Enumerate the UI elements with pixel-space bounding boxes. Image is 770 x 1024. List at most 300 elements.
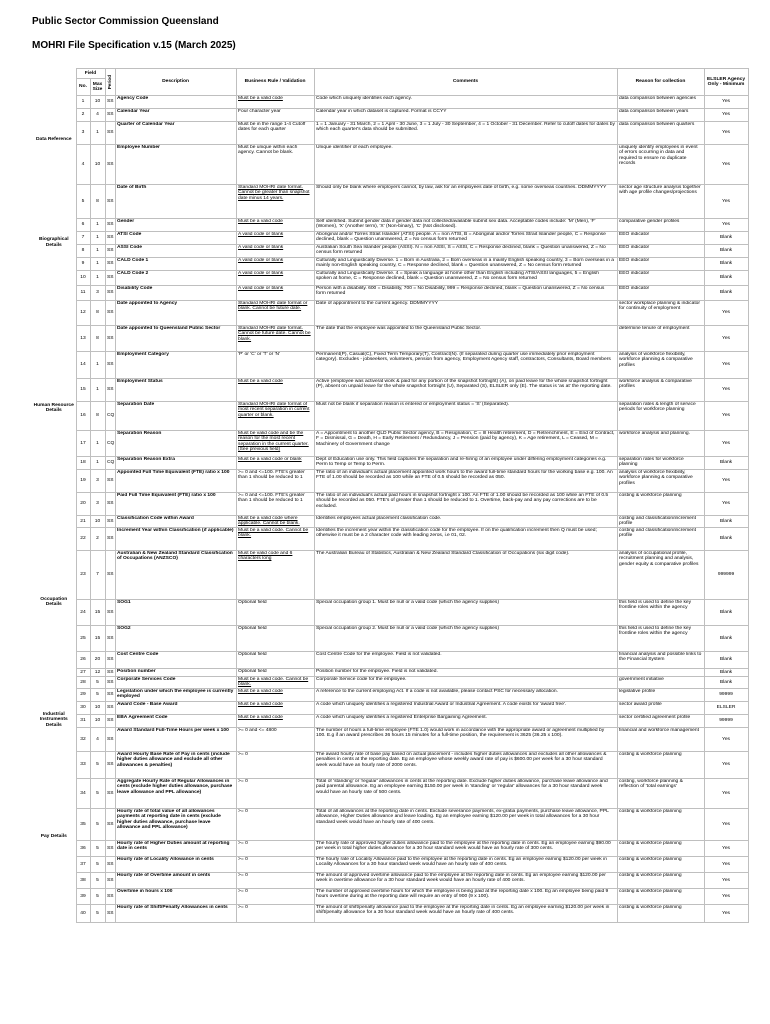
field-description: Hourly rate of Shift/Penalty Allowances in cents xyxy=(115,904,236,922)
field-business-rule: >= 0 xyxy=(236,856,314,872)
field-period: SS xyxy=(105,714,115,727)
field-period: SS xyxy=(105,516,115,528)
field-comments: The number of hours a full-time employee (FTE 1.0) would work in accordance with the appropriate award or agreement multiplied by 100. E.g if an award prescribes 36 hours 15 minutes for a full-time position, the requirement is 3625 (36.25 x 100). xyxy=(314,727,617,751)
table-row xyxy=(32,470,748,493)
field-period: SS xyxy=(105,808,115,840)
field-reason: EEO indicator xyxy=(617,271,704,286)
page-subtitle: MOHRI File Specification v.15 (March 2025) xyxy=(32,40,236,51)
field-business-rule: >= 0 and <=100. FTE's greater than 1 should be reduced to 1 xyxy=(236,470,314,493)
field-business-rule: Must be in the range 1-4 Cutoff dates for each quarter xyxy=(236,122,314,145)
field-number: 7 xyxy=(76,232,90,245)
field-reason: analysis of occupational profile, recruitment planning and analysis, gender equity & comparative profiles xyxy=(617,551,704,600)
field-business-rule: >= 0 xyxy=(236,888,314,904)
field-max-size: 10 xyxy=(90,145,105,185)
field-elsler: Yes xyxy=(704,219,748,232)
field-period: SS xyxy=(105,856,115,872)
field-reason: sector workplace planning & indicator for continuity of employment xyxy=(617,301,704,326)
field-max-size: 5 xyxy=(90,904,105,922)
field-description: Position number xyxy=(115,669,236,677)
field-description: Hourly rate of Higher Duties amount at reporting date in cents xyxy=(115,840,236,856)
field-description: Date of Birth xyxy=(115,185,236,219)
field-number: 40 xyxy=(76,904,90,922)
field-business-rule: Standard MOHRI date format of most recent separation in current quarter or blank. xyxy=(236,402,314,431)
table-row xyxy=(32,626,748,652)
field-description: Award Standard Full-Time Hours per week x 100 xyxy=(115,727,236,751)
field-number: 32 xyxy=(76,727,90,751)
field-period: SS xyxy=(105,751,115,778)
field-max-size: 5 xyxy=(90,888,105,904)
field-elsler: Yes xyxy=(704,888,748,904)
field-description: Legislation under which the employee is currently employed xyxy=(115,688,236,701)
field-business-rule: >= 0 and <=100. FTE's greater than 1 should be reduced to 1 xyxy=(236,493,314,516)
field-description: ASSI Code xyxy=(115,245,236,258)
field-business-rule: Standard MOHRI date format. Cannot be future date. Cannot be blank. xyxy=(236,326,314,352)
field-comments: Date of appointment to the current agency. DDMMYYYY xyxy=(314,301,617,326)
field-description: Agency Code xyxy=(115,96,236,109)
field-period: SS xyxy=(105,688,115,701)
field-reason: comparative gender profiles xyxy=(617,219,704,232)
field-comments: Must not be blank if separation reason is entered or employment status = 'S' (Separated). xyxy=(314,402,617,431)
field-description: Separation Reason Extra xyxy=(115,457,236,470)
field-comments: The number of approved overtime hours for which the employee is being paid at the reporting date x 100. Eg an employee being paid 9 hours overtime during at the reporting date will require an entry of 900 (9 x 100). xyxy=(314,888,617,904)
specification-table xyxy=(32,68,749,923)
field-business-rule: A valid code or blank xyxy=(236,258,314,271)
field-number: 23 xyxy=(76,551,90,600)
table-row xyxy=(32,286,748,301)
field-period: SS xyxy=(105,888,115,904)
field-business-rule: >= 0 xyxy=(236,872,314,888)
field-business-rule: >= 0 xyxy=(236,751,314,778)
field-reason: sector award profile xyxy=(617,701,704,714)
field-max-size: 5 xyxy=(90,778,105,808)
field-reason: data comparison between years xyxy=(617,109,704,122)
field-description: Cost Centre Code xyxy=(115,652,236,669)
specification-rows xyxy=(32,96,748,923)
period-column-header xyxy=(105,69,115,96)
no-column-header: No. xyxy=(76,79,90,96)
field-max-size: 5 xyxy=(90,808,105,840)
field-number: 10 xyxy=(76,271,90,286)
field-number: 15 xyxy=(76,379,90,402)
table-row xyxy=(32,727,748,751)
field-reason: separation rates for workforce planning xyxy=(617,457,704,470)
field-business-rule: Must be a valid code xyxy=(236,96,314,109)
table-row xyxy=(32,145,748,185)
table-row xyxy=(32,457,748,470)
field-comments: A = Appointment to another QLD Public Sector agency, B = Resignation, C = Ill Health retirement, D = Retrenchment, E = End of Contract, F = Dismissal, G = Death, H = Early Retirement / Redundancy, J = Pension (paid by agency), K = Age retirement, L = Ceased, M = Machinery of Government change xyxy=(314,431,617,457)
comments-column-header: Comments xyxy=(314,69,617,96)
field-business-rule: Optional field xyxy=(236,600,314,626)
field-description: Separation Reason xyxy=(115,431,236,457)
table-row xyxy=(32,840,748,856)
field-business-rule: Must be a valid code where applicable. Cannot be blank. xyxy=(236,516,314,528)
field-period: SS xyxy=(105,677,115,689)
field-reason: costing & workforce planning xyxy=(617,888,704,904)
field-elsler: 99999 xyxy=(704,714,748,727)
field-reason: costing & workforce planning xyxy=(617,904,704,922)
field-description: SOG1 xyxy=(115,600,236,626)
field-business-rule: Must be a valid code. Cannot be blank. xyxy=(236,528,314,551)
field-comments: Self identified. Submit gender data if gender data not collected/available submit sex data. Acceptable codes include: 'M' (Men), 'F' (Women), 'X' (Another term), 'X' (Non-binary), 'C' (Not disclosed). xyxy=(314,219,617,232)
field-reason: data comparison between agencies xyxy=(617,96,704,109)
field-number: 37 xyxy=(76,856,90,872)
field-description: SOG2 xyxy=(115,626,236,652)
table-row xyxy=(32,219,748,232)
field-period: SS xyxy=(105,528,115,551)
table-row xyxy=(32,232,748,245)
field-elsler: Blank xyxy=(704,271,748,286)
field-max-size: 5 xyxy=(90,751,105,778)
field-comments: The amount of approved overtime allowance paid to the employee at the reporting date in cents. Eg an employee earning $120.00 per week in overtime allowance for a 30 hour standard week would have an hourly rate of 400 cents. xyxy=(314,872,617,888)
field-max-size: 1 xyxy=(90,271,105,286)
field-elsler: Yes xyxy=(704,493,748,516)
field-column-header: Field xyxy=(76,69,105,79)
field-description: Date appointed to Agency xyxy=(115,301,236,326)
field-elsler: Yes xyxy=(704,402,748,431)
field-max-size: 5 xyxy=(90,840,105,856)
field-period: SS xyxy=(105,122,115,145)
table-row xyxy=(32,271,748,286)
field-description: Corporate Services Code xyxy=(115,677,236,689)
field-business-rule: Optional field xyxy=(236,669,314,677)
field-business-rule: Must be a valid code xyxy=(236,701,314,714)
table-row xyxy=(32,96,748,109)
field-business-rule: >= 0 xyxy=(236,904,314,922)
table-row xyxy=(32,493,748,516)
field-description: Classification Code within Award xyxy=(115,516,236,528)
field-description: Date appointed to Queensland Public Sector xyxy=(115,326,236,352)
field-description: Hourly rate of Overtime amount in cents xyxy=(115,872,236,888)
field-description: CALD Code 2 xyxy=(115,271,236,286)
field-reason: costing & workforce planning xyxy=(617,840,704,856)
field-comments: Calendar year in which dataset is captured. Format is CCYY xyxy=(314,109,617,122)
field-max-size: 15 xyxy=(90,626,105,652)
field-period: SS xyxy=(105,326,115,352)
field-description: Award Code - Base Award xyxy=(115,701,236,714)
field-period: SS xyxy=(105,701,115,714)
field-comments: The ratio of an individual's actual paid hours in snapshot fortnight x 100. An FTE of 1.00 should be recorded as 100 while an FTE of 0.5 should be recorded as 050. FTE's of greater than 1 should be reduced to 1. Overtime, back-pay and any pay corrections are to be excluded. xyxy=(314,493,617,516)
field-max-size: 1 xyxy=(90,122,105,145)
field-period: SS xyxy=(105,109,115,122)
field-elsler: Yes xyxy=(704,122,748,145)
field-period: SS xyxy=(105,470,115,493)
field-elsler: Blank xyxy=(704,245,748,258)
field-period: SS xyxy=(105,872,115,888)
field-description: Employment Status xyxy=(115,379,236,402)
field-reason: financial and workforce management xyxy=(617,727,704,751)
table-row xyxy=(32,122,748,145)
field-max-size: 8 xyxy=(90,185,105,219)
field-reason: costing & workforce planning xyxy=(617,751,704,778)
field-comments: Code which uniquely identifies each agency. xyxy=(314,96,617,109)
table-row xyxy=(32,701,748,714)
field-description: Overtime in hours x 100 xyxy=(115,888,236,904)
field-number: 34 xyxy=(76,778,90,808)
field-number: 24 xyxy=(76,600,90,626)
field-comments: The ratio of an individual's actual placement appointed work hours to the award full-time standard hours for the working base e.g. 100. An FTE of 1.00 should be recorded as 100 while an FTE of 0.5 should be recorded as 050. xyxy=(314,470,617,493)
field-elsler: Yes xyxy=(704,856,748,872)
field-description: EBA Agreement Code xyxy=(115,714,236,727)
field-number: 17 xyxy=(76,431,90,457)
field-description: CALD Code 1 xyxy=(115,258,236,271)
field-number: 1 xyxy=(76,96,90,109)
field-elsler: Yes xyxy=(704,326,748,352)
field-reason: data comparison between quarters xyxy=(617,122,704,145)
field-reason: separation rates & length of service periods for workforce planning xyxy=(617,402,704,431)
field-max-size: 20 xyxy=(90,652,105,669)
field-business-rule: A valid code or blank xyxy=(236,232,314,245)
table-row xyxy=(32,528,748,551)
section-human-resource-details: Human Resource Details xyxy=(33,402,74,413)
field-description: Award Hourly Base Rate of Pay in cents (include higher duties allowance and exclude all other allowances & penalties) xyxy=(115,751,236,778)
field-number: 25 xyxy=(76,626,90,652)
field-max-size: 1 xyxy=(90,431,105,457)
field-comments: The award hourly rate of base pay based on actual placement - includes higher duties allowances and excludes all other allowances & penalties in cents at the reporting date. Eg an employee whose weekly award rate of pay is $600.00 per week for a 30 hour standard week would have an hourly rate of 2000 cents. xyxy=(314,751,617,778)
field-number: 20 xyxy=(76,493,90,516)
field-max-size: 8 xyxy=(90,402,105,431)
field-reason: costing & workforce planning xyxy=(617,872,704,888)
description-column-header: Description xyxy=(115,69,236,96)
field-reason: EEO indicator xyxy=(617,232,704,245)
field-period: SS xyxy=(107,669,114,675)
field-reason: sector certified agreement profile xyxy=(617,714,704,727)
field-max-size: 2 xyxy=(90,528,105,551)
field-business-rule: Must be a valid code. Cannot be blank. xyxy=(236,677,314,689)
field-elsler: Blank xyxy=(704,232,748,245)
field-reason: costing and classification/increment profile xyxy=(617,528,704,551)
field-description: ATSI Code xyxy=(115,232,236,245)
field-elsler: Blank xyxy=(704,677,748,689)
field-period: SS xyxy=(105,96,115,109)
field-period: SS xyxy=(105,493,115,516)
field-description: Employee Number xyxy=(115,145,236,185)
field-elsler: Yes xyxy=(704,727,748,751)
field-elsler: 99999 xyxy=(704,688,748,701)
table-row xyxy=(32,751,748,778)
field-elsler: Blank xyxy=(704,286,748,301)
table-row xyxy=(32,185,748,219)
field-number: 36 xyxy=(76,840,90,856)
field-number: 26 xyxy=(76,652,90,669)
field-comments: Special occupation group 2. Must be null or a valid code (which the agency supplies) xyxy=(314,626,617,652)
field-max-size: 1 xyxy=(90,352,105,379)
field-comments: Identifies employees actual placement classification code. xyxy=(314,516,617,528)
field-number: 6 xyxy=(76,219,90,232)
field-number: 33 xyxy=(76,751,90,778)
field-max-size: 1 xyxy=(90,258,105,271)
field-business-rule: Optional field xyxy=(236,652,314,669)
field-number: 38 xyxy=(76,872,90,888)
field-elsler: Yes xyxy=(704,872,748,888)
field-business-rule: >= 0 xyxy=(236,808,314,840)
field-max-size: 5 xyxy=(90,688,105,701)
table-row xyxy=(32,778,748,808)
section-pay-details: Pay Details xyxy=(40,834,67,840)
field-period: SS xyxy=(105,652,115,669)
field-max-size: 8 xyxy=(90,326,105,352)
field-elsler: Yes xyxy=(704,751,748,778)
field-elsler: ELSLER xyxy=(704,701,748,714)
field-max-size: 5 xyxy=(90,677,105,689)
field-period: SS xyxy=(105,904,115,922)
field-comments: Total of all allowances at the reporting date in cents. Exclude severance payments, ex-gratia payments, purchase leave allowance, PPL allowance, Higher Duties allowance and leave loading. Eg an employee earning $120.00 per week in total allowances for a 30 hour standard week would have an hourly rate of 400 cents. xyxy=(314,808,617,840)
table-row xyxy=(32,600,748,626)
field-elsler: Yes xyxy=(704,470,748,493)
field-business-rule: Must be a valid code or blank xyxy=(236,457,314,470)
field-business-rule: Must be valid code and 6 characters long xyxy=(236,551,314,600)
table-row xyxy=(32,856,748,872)
field-max-size: 1 xyxy=(90,379,105,402)
field-reason: EEO indicator xyxy=(617,286,704,301)
field-comments: The hourly rate of approved higher duties allowance paid to the employee at the reporting date in cents. Eg an employee earning $90.00 per week in total higher duties allowance for a 30 hour standard week would have an hourly rate of 300 cents. xyxy=(314,840,617,856)
section-data-reference: Data Reference xyxy=(35,137,72,143)
section-occupation-details: Occupation Details xyxy=(40,596,68,607)
field-max-size: 4 xyxy=(90,109,105,122)
field-max-size: 10 xyxy=(90,714,105,727)
field-number: 9 xyxy=(76,258,90,271)
table-row xyxy=(32,245,748,258)
page-title: Public Sector Commission Queensland xyxy=(32,16,219,27)
field-business-rule: Must be valid code and be the reason for the most recent separation in the current quarter. (See previous field) xyxy=(236,431,314,457)
field-number: 21 xyxy=(76,516,90,528)
field-max-size: 5 xyxy=(90,856,105,872)
field-number: 18 xyxy=(76,457,90,470)
field-number: 14 xyxy=(76,352,90,379)
field-period: SS xyxy=(105,232,115,245)
field-description: Aggregate Hourly Rate of Regular Allowances in cents (exclude higher duties allowance, purchase leave allowance and PPL allowance) xyxy=(115,778,236,808)
field-period: SS xyxy=(105,219,115,232)
field-number: 11 xyxy=(76,286,90,301)
field-number: 22 xyxy=(76,528,90,551)
field-elsler: Yes xyxy=(704,379,748,402)
field-reason: sector age structure analysis together with age profile changes/projections xyxy=(617,185,704,219)
field-max-size: 1 xyxy=(90,219,105,232)
field-business-rule: Four character year xyxy=(236,109,314,122)
field-elsler: Yes xyxy=(704,96,748,109)
field-period: SS xyxy=(105,145,115,185)
field-period: SS xyxy=(105,626,115,652)
field-elsler: Blank xyxy=(704,626,748,652)
field-max-size: 4 xyxy=(90,727,105,751)
field-elsler: 999999 xyxy=(704,551,748,600)
field-number: 28 xyxy=(76,677,90,689)
field-reason: costing & workforce planning xyxy=(617,493,704,516)
field-reason: this field is used to define the key frontline roles within the agency xyxy=(617,600,704,626)
field-max-size: 3 xyxy=(90,493,105,516)
field-max-size: 10 xyxy=(90,701,105,714)
field-number: 5 xyxy=(76,185,90,219)
field-max-size: 10 xyxy=(90,96,105,109)
field-elsler: Yes xyxy=(704,109,748,122)
field-business-rule: Must be a valid code xyxy=(236,688,314,701)
field-period: SS xyxy=(105,840,115,856)
field-business-rule: Must be a valid code xyxy=(236,219,314,232)
field-max-size: 3 xyxy=(90,286,105,301)
field-number: 16 xyxy=(76,402,90,431)
field-reason: legislative profile xyxy=(617,688,704,701)
field-description: Quarter of Calendar Year xyxy=(115,122,236,145)
field-comments: Aboriginal and/or Torres Strait Islander (ATSI) people. A = non ATSI, B = Aboriginal and/or Torres Strait Islander people, C = Response declined, blank = Question unanswered, Z = No census form returned xyxy=(314,232,617,245)
field-period: SS xyxy=(105,551,115,600)
table-row xyxy=(32,669,748,677)
field-reason: analysis of workforce flexibility, workforce planning & comparative profiles xyxy=(617,352,704,379)
table-row xyxy=(32,379,748,402)
field-reason: costing & workforce planning xyxy=(617,808,704,840)
table-row xyxy=(32,431,748,457)
field-max-size: 10 xyxy=(90,516,105,528)
field-reason: this field is used to define the key frontline roles within the agency xyxy=(617,626,704,652)
field-period: SS xyxy=(105,301,115,326)
table-row xyxy=(32,677,748,689)
field-elsler: Yes xyxy=(704,301,748,326)
field-number: 12 xyxy=(76,301,90,326)
field-description: Appointed Full Time Equivalent (FTE) ratio x 100 xyxy=(115,470,236,493)
table-row xyxy=(32,402,748,431)
field-elsler: Yes xyxy=(704,808,748,840)
field-business-rule: 'P' or 'C' or 'T' or 'N' xyxy=(236,352,314,379)
field-comments: Corporate Service code for the employee. xyxy=(314,677,617,689)
field-period: SS xyxy=(105,379,115,402)
field-max-size: 1 xyxy=(90,232,105,245)
field-elsler: Blank xyxy=(704,669,748,677)
field-reason: workforce analysis and planning. xyxy=(617,431,704,457)
field-comments: Permanent(P), Casual(C), Fixed Term Temporary(T), Contract(N). (If separated during quarter use immediately prior employment category). Excludes - jobseekers, volunteers, pension from agency, Employment Agency staff, contractors, Consultants, Board members xyxy=(314,352,617,379)
field-description: Employment Category xyxy=(115,352,236,379)
field-max-size: 15 xyxy=(90,600,105,626)
field-business-rule: Standard MOHRI date format. Cannot be greater than snapshot date minus 14 years. xyxy=(236,185,314,219)
max-size-column-header: Max Size xyxy=(90,79,105,96)
section-biographical-details: Biographical Details xyxy=(38,237,69,248)
field-number: 2 xyxy=(76,109,90,122)
field-period: SS xyxy=(105,600,115,626)
business-rule-column-header: Business Rule / Validation xyxy=(236,69,314,96)
field-reason: EEO indicator xyxy=(617,245,704,258)
field-description: Increment Year within Classification (if applicable) xyxy=(115,528,236,551)
field-elsler: Yes xyxy=(704,352,748,379)
field-number: 8 xyxy=(76,245,90,258)
table-row xyxy=(32,688,748,701)
field-elsler: Yes xyxy=(704,145,748,185)
field-comments: The Australian Bureau of Statistics, Australian & New Zealand Standard Classification of Occupations (six digit code). xyxy=(314,551,617,600)
field-description: Separation Date xyxy=(115,402,236,431)
field-elsler: Blank xyxy=(704,528,748,551)
section-industrial-instruments-details: Industrial Instruments Details xyxy=(39,711,68,728)
field-comments: Australian South Sea Islander people (ASSI). N = non ASSI, S = ASSI, C = Response declined, blank = Question unanswered, Z = No census form returned xyxy=(314,245,617,258)
field-comments: Identifies the increment year within the classification code for the employee. If on the qualification increment then Q must be used; otherwise it must be a 2 character code with leading zeros, i.e 01, 02. xyxy=(314,528,617,551)
field-elsler: Blank xyxy=(704,600,748,626)
field-comments: A code which uniquely identifies a registered Enterprise Bargaining Agreement. xyxy=(314,714,617,727)
field-period: CQ xyxy=(105,431,115,457)
field-period: SS xyxy=(105,286,115,301)
field-comments: The date that the employee was appointed to the Queensland Public Sector. xyxy=(314,326,617,352)
field-comments: The amount of shift/penalty allowance paid to the employee at the reporting date in cents. Eg an employee earning $120.00 per week in shift/penalty allowance for a 30 hour standard week would have an hourly rate of 400 cents. xyxy=(314,904,617,922)
field-period: SS xyxy=(105,271,115,286)
field-number: 13 xyxy=(76,326,90,352)
field-comments: Person with a disability. 600 = Disability, 700 = No Disability, 999 = Response declined, blank = Question unanswered, Z = No census form returned xyxy=(314,286,617,301)
field-comments: Special occupation group 1. Must be null or a valid code (which the agency supplies) xyxy=(314,600,617,626)
field-reason: determine tenure of employment xyxy=(617,326,704,352)
field-reason: costing, workforce planning & reflection of 'total earnings' xyxy=(617,778,704,808)
field-reason: EEO indicator xyxy=(617,258,704,271)
field-number: 3 xyxy=(76,122,90,145)
field-elsler: Blank xyxy=(704,652,748,669)
field-period: SS xyxy=(105,352,115,379)
field-comments: 1 = 1 January - 31 March, 2 = 1 April - 30 June, 3 = 1 July - 30 September, 4 = 1 October - 31 December. Refer to cutoff dates for dates by which each quarter's data should be submitted. xyxy=(314,122,617,145)
field-reason xyxy=(617,669,704,677)
field-elsler: Yes xyxy=(704,778,748,808)
table-row xyxy=(32,516,748,528)
field-comments: Cost Centre Code for the employee. Field is not validated. xyxy=(314,652,617,669)
